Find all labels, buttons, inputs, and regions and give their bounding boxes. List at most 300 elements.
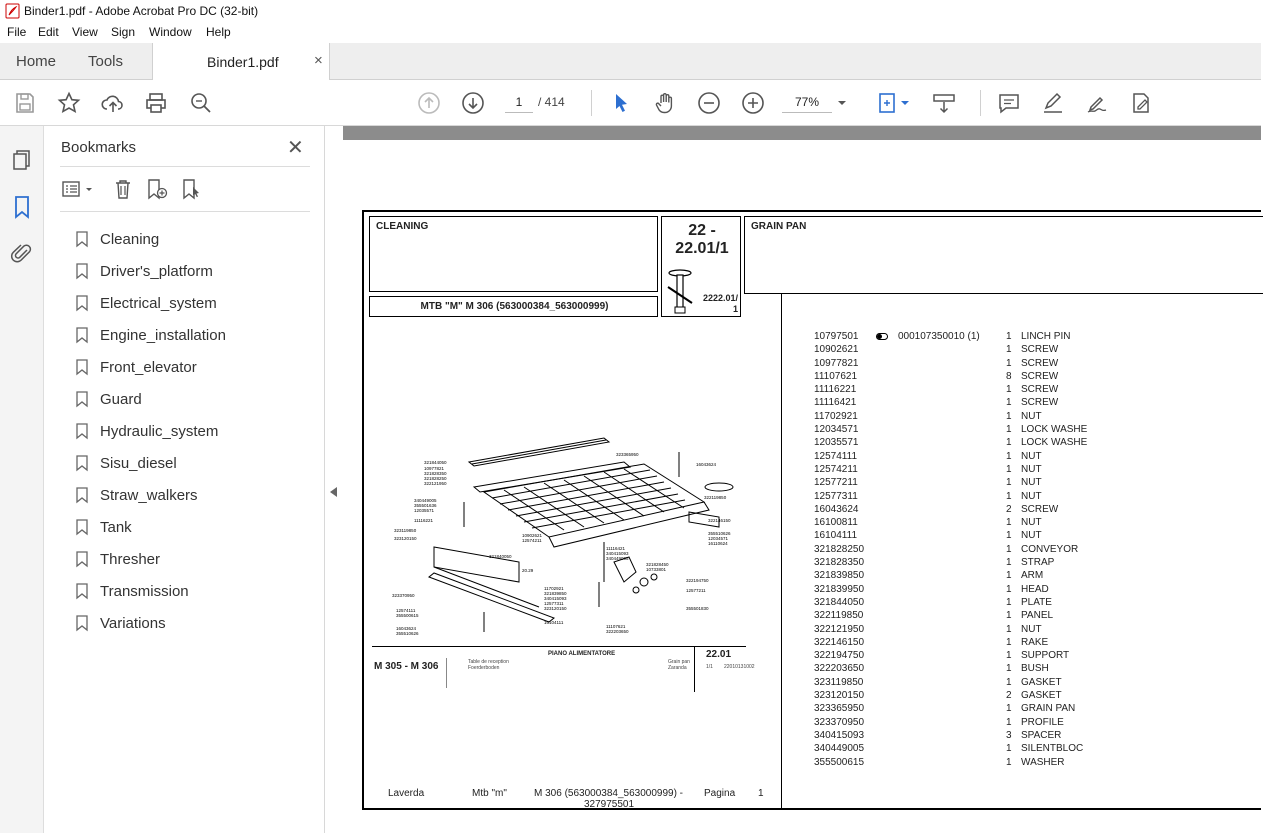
part-quantity: 1 [1006, 477, 1012, 489]
part-quantity: 1 [1006, 756, 1012, 768]
parts-row [814, 343, 1254, 356]
part-quantity: 1 [1006, 663, 1012, 675]
page-thumbnails-icon[interactable] [10, 148, 34, 172]
part-reference: 000107350010 (1) [898, 331, 980, 342]
part-quantity: 1 [1006, 384, 1012, 396]
part-number: 10977821 [814, 357, 859, 369]
part-quantity: 2 [1006, 503, 1012, 515]
attachments-icon[interactable] [10, 241, 34, 265]
part-description: LOCK WASHE [1021, 424, 1088, 436]
drawing-code: 2222.01/ 1 [702, 293, 738, 314]
svg-text:323120150: 323120150 [544, 606, 567, 611]
part-description: NUT [1021, 477, 1042, 489]
section-code: 22 - 22.01/1 [675, 222, 729, 257]
part-description: SILENTBLOC [1021, 743, 1084, 755]
svg-text:16043624: 16043624 [396, 626, 417, 631]
star-icon[interactable] [57, 91, 81, 115]
part-quantity: 1 [1006, 357, 1012, 369]
title-bar [0, 0, 1261, 22]
bookmark-icon [76, 487, 88, 503]
bookmark-label: Guard [100, 390, 142, 408]
svg-text:11702921: 11702921 [544, 586, 564, 591]
part-description: PANEL [1021, 610, 1054, 622]
model-line: MTB "M" M 306 (563000384_563000999) [420, 301, 609, 312]
divider [60, 166, 310, 167]
bookmarks-panel-icon[interactable] [10, 195, 34, 219]
part-quantity: 1 [1006, 463, 1012, 475]
model-box [369, 296, 658, 317]
svg-text:340415093: 340415093 [606, 551, 629, 556]
part-number: 321839950 [814, 583, 865, 595]
page-number-input[interactable] [505, 91, 533, 113]
part-description: NUT [1021, 463, 1042, 475]
part-number: 11116221 [814, 384, 857, 396]
part-quantity: 1 [1006, 610, 1012, 622]
svg-text:355510626: 355510626 [396, 631, 419, 636]
edit-document-icon[interactable] [1129, 91, 1153, 115]
part-description: GASKET [1021, 676, 1062, 688]
column-divider [781, 294, 782, 810]
part-quantity: 3 [1006, 729, 1012, 741]
toolbar-separator [591, 90, 592, 116]
parts-row [814, 396, 1254, 409]
part-quantity: 1 [1006, 716, 1012, 728]
part-number: 16100811 [814, 517, 858, 529]
parts-row [814, 676, 1254, 689]
bookmark-item[interactable] [76, 383, 316, 415]
part-description: PROFILE [1021, 716, 1064, 728]
svg-text:10977821: 10977821 [424, 466, 445, 471]
parts-row [814, 516, 1254, 529]
page-down-icon[interactable] [461, 91, 485, 115]
part-description: GRAIN PAN [1021, 703, 1076, 715]
cloud-upload-icon[interactable] [101, 91, 125, 115]
part-quantity: 1 [1006, 596, 1012, 608]
bookmark-label: Cleaning [100, 230, 160, 248]
part-number: 10797501 [814, 331, 859, 342]
svg-text:12574211: 12574211 [522, 538, 542, 543]
drawing-sheet: 1/1 [706, 664, 713, 670]
part-number: 16104111 [814, 530, 858, 542]
svg-text:340449005: 340449005 [606, 556, 629, 561]
parts-row [814, 357, 1254, 370]
part-number: 322121950 [814, 623, 865, 635]
parts-row [814, 490, 1254, 503]
part-description: SCREW [1021, 344, 1059, 356]
part-description: ARM [1021, 570, 1044, 582]
drawing-subtitle: Foerderboden [468, 665, 500, 671]
parts-row [814, 636, 1254, 649]
hand-tool-icon[interactable] [653, 91, 677, 115]
svg-text:322203650: 322203650 [606, 629, 629, 634]
parts-row [814, 716, 1254, 729]
part-description: SCREW [1021, 370, 1059, 382]
close-tab-icon[interactable]: × [314, 52, 323, 69]
svg-text:16110624: 16110624 [708, 541, 728, 546]
close-panel-icon[interactable]: ✕ [287, 137, 304, 159]
part-description: PLATE [1021, 596, 1052, 608]
footer-brand: Laverda [388, 788, 425, 799]
tab-bar [0, 43, 1261, 80]
parts-row [814, 463, 1254, 476]
bookmark-label: Tank [100, 518, 132, 536]
parts-row [814, 330, 1254, 343]
part-description: SCREW [1021, 357, 1059, 369]
parts-row [814, 702, 1254, 715]
save-icon[interactable] [13, 91, 37, 115]
part-number: 323365950 [814, 703, 865, 715]
navigation-rail [0, 126, 44, 833]
part-number: 12577211 [814, 477, 858, 489]
nav-home[interactable]: Home [16, 53, 57, 70]
bookmark-item[interactable] [76, 511, 316, 543]
zoom-search-icon[interactable] [189, 91, 213, 115]
bookmark-icon [76, 327, 88, 343]
exploded-parts-drawing [374, 432, 746, 636]
bookmark-item[interactable] [76, 351, 316, 383]
menu-view[interactable]: View [72, 25, 98, 39]
fit-page-icon[interactable] [876, 91, 900, 115]
svg-text:321840050: 321840050 [489, 554, 512, 559]
drawing-subtitle: Grain pan [668, 659, 690, 665]
bookmark-icon [76, 519, 88, 535]
document-view[interactable] [343, 126, 1261, 833]
parts-row [814, 383, 1254, 396]
bookmarks-panel [44, 126, 325, 833]
group-title: CLEANING [376, 221, 429, 232]
part-number: 355500615 [814, 756, 865, 768]
part-quantity: 1 [1006, 517, 1012, 529]
parts-row [814, 543, 1254, 556]
zoom-out-icon[interactable] [697, 91, 721, 115]
part-description: SUPPORT [1021, 650, 1070, 662]
part-number: 12577311 [814, 490, 858, 502]
part-quantity: 1 [1006, 583, 1012, 595]
bookmark-label: Straw_walkers [100, 486, 198, 504]
parts-row [814, 476, 1254, 489]
bookmark-icon [76, 391, 88, 407]
drawing-model: M 305 - M 306 [374, 661, 439, 672]
menu-window[interactable]: Window [149, 25, 192, 39]
part-quantity: 1 [1006, 743, 1012, 755]
select-cursor-icon[interactable] [609, 91, 633, 115]
bookmark-item[interactable] [76, 607, 316, 639]
part-description: LOCK WASHE [1021, 437, 1088, 449]
part-description: NUT [1021, 623, 1042, 635]
part-number: 321844050 [814, 596, 865, 608]
svg-text:12577211: 12577211 [686, 588, 706, 593]
section-title: GRAIN PAN [751, 221, 807, 232]
bookmark-label: Engine_installation [100, 326, 226, 344]
parts-row [814, 556, 1254, 569]
part-number: 12574211 [814, 463, 858, 475]
window-title: Binder1.pdf - Adobe Acrobat Pro DC (32-bit) [24, 4, 259, 18]
print-icon[interactable] [144, 91, 168, 115]
drawing-subtitle: Table de reception [468, 659, 509, 665]
svg-text:10733801: 10733801 [646, 567, 667, 572]
scroll-mode-icon[interactable] [932, 91, 956, 115]
svg-text:355500615: 355500615 [396, 613, 419, 618]
footer-model-code: 327975501 [584, 799, 635, 810]
parts-row [814, 410, 1254, 423]
parts-row [814, 503, 1254, 516]
bookmark-item[interactable] [76, 319, 316, 351]
part-description: CONVEYOR [1021, 543, 1079, 555]
svg-text:16043624: 16043624 [696, 462, 717, 467]
svg-text:321839850: 321839850 [544, 591, 567, 596]
part-quantity: 1 [1006, 623, 1012, 635]
bookmark-icon [76, 359, 88, 375]
bookmarks-title: Bookmarks [61, 139, 137, 156]
document-tab[interactable] [152, 43, 330, 80]
bookmark-label: Sisu_diesel [100, 454, 177, 472]
part-number: 322194750 [814, 650, 865, 662]
page-total: / 414 [538, 95, 565, 109]
toolbar [0, 80, 1261, 126]
bookmark-label: Variations [100, 614, 166, 632]
toggle-dot-fill [877, 334, 882, 339]
part-description: LINCH PIN [1021, 331, 1071, 342]
part-number: 11702921 [814, 410, 858, 422]
bookmark-item[interactable] [76, 415, 316, 447]
section-box [744, 216, 1263, 294]
part-number: 11107621 [814, 370, 858, 382]
zoom-in-icon[interactable] [741, 91, 765, 115]
parts-row [814, 649, 1254, 662]
menu-sign[interactable]: Sign [111, 25, 136, 39]
part-description: NUT [1021, 490, 1042, 502]
part-quantity: 1 [1006, 676, 1012, 688]
part-number: 322119850 [814, 610, 864, 622]
svg-text:322194750: 322194750 [686, 578, 709, 583]
svg-text:323120150: 323120150 [394, 536, 417, 541]
code-box [661, 216, 741, 317]
bookmark-label: Hydraulic_system [100, 422, 219, 440]
svg-text:11116421: 11116421 [606, 546, 626, 551]
part-quantity: 8 [1006, 370, 1012, 382]
part-quantity: 1 [1006, 437, 1012, 449]
bookmark-options-icon[interactable] [61, 178, 95, 200]
part-quantity: 1 [1006, 636, 1012, 648]
zoom-dropdown-chevron-icon[interactable] [836, 91, 848, 115]
part-number: 323120150 [814, 690, 865, 702]
part-quantity: 2 [1006, 690, 1012, 702]
zoom-level-input[interactable] [782, 91, 832, 113]
part-number: 11116421 [814, 397, 857, 409]
part-quantity: 1 [1006, 410, 1012, 422]
part-number: 340449005 [814, 743, 865, 755]
bookmark-label: Front_elevator [100, 358, 197, 376]
svg-text:355501830: 355501830 [686, 606, 709, 611]
parts-row [814, 423, 1254, 436]
divider [60, 211, 310, 212]
group-box [369, 216, 658, 292]
part-number: 12034571 [814, 424, 859, 436]
parts-row [814, 596, 1254, 609]
svg-text:321828350: 321828350 [424, 471, 447, 476]
menu-bar [0, 22, 1261, 43]
svg-text:355501636: 355501636 [414, 503, 437, 508]
svg-text:12574111: 12574111 [396, 608, 416, 613]
part-description: HEAD [1021, 583, 1049, 595]
part-quantity: 1 [1006, 490, 1012, 502]
highlight-pen-icon[interactable] [1041, 91, 1065, 115]
svg-text:20.29: 20.29 [522, 568, 534, 573]
svg-text:11107621: 11107621 [606, 624, 626, 629]
footer-line: Mtb "m" [472, 788, 507, 799]
bookmark-icon [76, 423, 88, 439]
bookmark-item[interactable] [76, 223, 316, 255]
menu-file[interactable]: File [7, 25, 27, 39]
search-bookmark-icon[interactable] [181, 178, 203, 200]
bookmark-icon [76, 583, 88, 599]
parts-row [814, 436, 1254, 449]
bookmark-item[interactable] [76, 287, 316, 319]
drawing-title: PIANO ALIMENTATORE [548, 651, 616, 657]
part-description: NUT [1021, 530, 1042, 542]
page-up-icon[interactable] [417, 91, 441, 115]
bookmark-icon [76, 263, 88, 279]
document-tab-label: Binder1.pdf [207, 54, 279, 70]
svg-text:321828450: 321828450 [646, 562, 669, 567]
part-quantity: 1 [1006, 650, 1012, 662]
drawing-subtitle: Zaranda [668, 665, 687, 671]
part-description: WASHER [1021, 756, 1065, 768]
bookmark-icon [76, 615, 88, 631]
parts-row [814, 662, 1254, 675]
parts-row [814, 583, 1254, 596]
part-number: 321828250 [814, 543, 865, 555]
part-description: NUT [1021, 517, 1042, 529]
parts-row [814, 756, 1254, 769]
part-quantity: 1 [1006, 530, 1012, 542]
parts-row [814, 450, 1254, 463]
part-description: STRAP [1021, 557, 1055, 569]
svg-text:323370950: 323370950 [392, 593, 415, 598]
part-description: SCREW [1021, 503, 1059, 515]
linch-pin-icon [665, 269, 695, 315]
page-gap [343, 126, 1261, 140]
new-bookmark-icon[interactable] [146, 178, 168, 200]
svg-text:323119850: 323119850 [394, 528, 417, 533]
drawing-number: 22.01 [706, 649, 732, 660]
footer-page-label: Pagina [704, 788, 736, 799]
part-number: 10902621 [814, 344, 859, 356]
page-footer [364, 784, 782, 812]
part-number: 321839850 [814, 570, 865, 582]
part-quantity: 1 [1006, 397, 1012, 409]
part-quantity: 1 [1006, 424, 1012, 436]
svg-text:321828250: 321828250 [424, 476, 447, 481]
part-quantity: 1 [1006, 450, 1012, 462]
svg-text:10902621: 10902621 [522, 533, 543, 538]
part-description: SCREW [1021, 397, 1059, 409]
bookmark-icon [76, 455, 88, 471]
part-description: SPACER [1021, 729, 1062, 741]
part-number: 323119850 [814, 676, 864, 688]
part-description: BUSH [1021, 663, 1049, 675]
parts-list [814, 330, 1254, 769]
parts-row [814, 609, 1254, 622]
svg-text:12035571: 12035571 [414, 508, 435, 513]
part-description: RAKE [1021, 636, 1049, 648]
svg-text:11116221: 11116221 [414, 518, 434, 523]
footer-page-number: 1 [758, 788, 764, 799]
drawing-title-block [372, 646, 755, 692]
part-quantity: 1 [1006, 543, 1012, 555]
bookmark-icon [76, 295, 88, 311]
bookmark-item[interactable] [76, 479, 316, 511]
part-quantity: 1 [1006, 331, 1012, 342]
svg-text:322119850: 322119850 [704, 495, 727, 500]
part-quantity: 1 [1006, 703, 1012, 715]
menu-help[interactable]: Help [206, 25, 231, 39]
part-quantity: 1 [1006, 344, 1012, 356]
divider [446, 658, 447, 688]
part-description: NUT [1021, 410, 1042, 422]
part-number: 340415093 [814, 729, 865, 741]
bookmark-item[interactable] [76, 575, 316, 607]
bookmark-item[interactable] [76, 543, 316, 575]
bookmark-item[interactable] [76, 447, 316, 479]
part-number: 321828350 [814, 557, 865, 569]
svg-text:16104111: 16104111 [544, 620, 564, 625]
parts-row [814, 529, 1254, 542]
bookmark-item[interactable] [76, 255, 316, 287]
part-number: 12035571 [814, 437, 859, 449]
parts-row [814, 729, 1254, 742]
part-number: 16043624 [814, 503, 859, 515]
svg-text:12034571: 12034571 [708, 536, 729, 541]
svg-text:340415093: 340415093 [544, 596, 567, 601]
divider [694, 646, 695, 692]
parts-row [814, 569, 1254, 582]
bookmark-icon [76, 551, 88, 567]
collapse-arrow-icon [330, 487, 337, 497]
fit-dropdown-chevron-icon[interactable] [899, 91, 911, 115]
nav-tools[interactable]: Tools [88, 53, 124, 70]
bookmark-list [76, 223, 316, 639]
parts-row [814, 370, 1254, 383]
svg-text:323365950: 323365950 [616, 452, 639, 457]
bookmark-label: Electrical_system [100, 294, 217, 312]
footer-model: M 306 (563000384_563000999) - [534, 788, 684, 799]
delete-bookmark-icon[interactable] [112, 178, 134, 200]
part-number: 323370950 [814, 716, 865, 728]
collapse-panel-handle[interactable] [326, 126, 343, 833]
menu-edit[interactable]: Edit [38, 25, 59, 39]
part-quantity: 1 [1006, 570, 1012, 582]
part-number: 12574111 [814, 450, 858, 462]
part-description: GASKET [1021, 690, 1062, 702]
drawing-ref: 22010131002 [724, 664, 755, 670]
svg-text:12577311: 12577311 [544, 601, 564, 606]
comment-icon[interactable] [997, 91, 1021, 115]
svg-text:321844050: 321844050 [424, 460, 447, 465]
part-number: 322203650 [814, 663, 865, 675]
svg-text:340449005: 340449005 [414, 498, 437, 503]
part-description: SCREW [1021, 384, 1059, 396]
bookmark-label: Thresher [100, 550, 161, 568]
svg-text:322146150: 322146150 [708, 518, 731, 523]
part-description: NUT [1021, 450, 1042, 462]
toolbar-separator [980, 90, 981, 116]
svg-text:322121950: 322121950 [424, 481, 447, 486]
parts-row [814, 689, 1254, 702]
bookmark-label: Driver's_platform [100, 262, 213, 280]
signature-pen-icon[interactable] [1085, 91, 1109, 115]
part-quantity: 1 [1006, 557, 1012, 569]
